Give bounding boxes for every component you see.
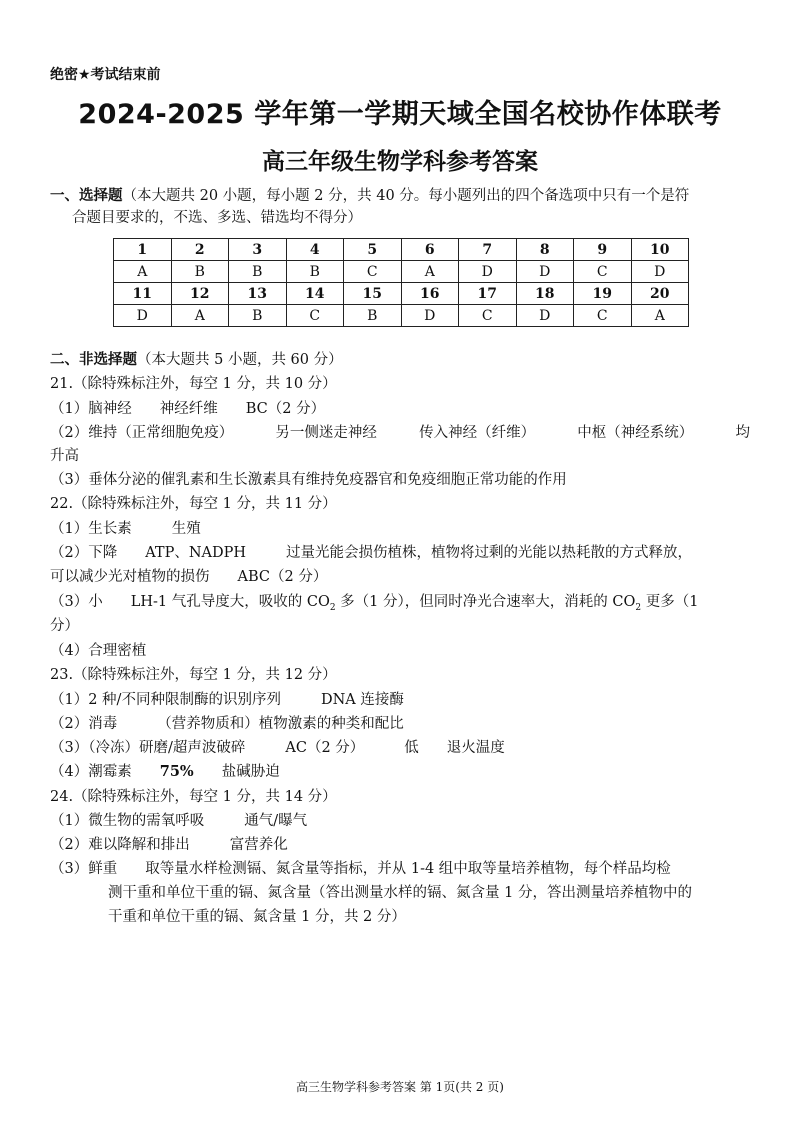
answer-cell: 3 <box>229 239 287 261</box>
q23-part1 <box>50 690 404 710</box>
section1-heading: 一、选择题 <box>50 188 123 204</box>
q21-p1-a: （1）脑神经 <box>50 401 132 417</box>
answer-cell: D <box>459 261 517 283</box>
q22-part3 <box>50 592 698 618</box>
q23-part3 <box>50 738 505 758</box>
q21-header: 21.（除特殊标注外，每空 1 分，共 10 分） <box>50 376 337 392</box>
q24-p3-a: （3）鲜重 <box>50 861 118 877</box>
q21-part1 <box>50 399 325 419</box>
answer-table <box>113 238 689 327</box>
q21-p1-c: BC（2 分） <box>245 401 326 417</box>
answer-key-subtitle: 高三年级生物学科参考答案 <box>262 149 538 175</box>
q22-part2-cont <box>50 567 327 587</box>
q21-part2-cont: 升高 <box>50 448 79 464</box>
q21-p2-e: 均 <box>735 425 750 441</box>
q22-p2-a: （2）下降 <box>50 545 118 561</box>
answer-cell: 10 <box>631 239 689 261</box>
answer-cell: C <box>344 261 402 283</box>
answer-cell: A <box>631 305 689 327</box>
q23-p3-b: AC（2 分） <box>285 740 365 756</box>
answer-cell: C <box>286 305 344 327</box>
q22-p2-cont-a: 可以减少光对植物的损伤 <box>50 569 210 585</box>
q24-p1-a: （1）微生物的需氧呼吸 <box>50 813 205 829</box>
q21-p1-b: 神经纤维 <box>159 401 218 417</box>
section1-desc: （本大题共 20 小题，每小题 2 分，共 40 分。每小题列出的四个备选项中只有一个是符 <box>122 188 690 204</box>
q23-p3-a: （3）（冷冻）研磨/超声波破碎 <box>50 740 246 756</box>
answer-cell: B <box>229 261 287 283</box>
answer-cell: 1 <box>114 239 172 261</box>
q23-p4-a: （4）潮霉素 <box>50 764 132 780</box>
q22-p3-b: LH-1 气孔导度大，吸收的 CO <box>130 594 330 610</box>
q21-p2-d: 中枢（神经系统） <box>577 425 694 441</box>
q23-p4-b: 75% <box>159 763 194 780</box>
answer-cell: 12 <box>171 283 229 305</box>
section1-intro <box>50 186 689 206</box>
answer-cell: 6 <box>401 239 459 261</box>
answer-cell: 2 <box>171 239 229 261</box>
q22-part3-cont: 分） <box>50 618 79 634</box>
answer-cell: 16 <box>401 283 459 305</box>
q24-header: 24.（除特殊标注外，每空 1 分，共 14 分） <box>50 789 337 805</box>
answer-cell: C <box>459 305 517 327</box>
section2-heading: 二、非选择题 <box>50 352 137 368</box>
q21-part3: （3）垂体分泌的催乳素和生长激素具有维持免疫器官和免疫细胞正常功能的作用 <box>50 472 567 488</box>
co2-subscript: 2 <box>635 602 642 613</box>
q23-part4 <box>50 762 280 782</box>
q22-part1 <box>50 519 201 539</box>
answer-cell: 19 <box>574 283 632 305</box>
q22-part2 <box>50 543 692 563</box>
q23-p2-a: （2）消毒 <box>50 716 118 732</box>
q24-part3-cont1: 测干重和单位干重的镉、氮含量（答出测量水样的镉、氮含量 1 分，答出测量培养植物中的 <box>108 885 692 901</box>
q24-part1 <box>50 811 307 831</box>
q22-p1-a: （1）生长素 <box>50 521 132 537</box>
q22-p2-c: 过量光能会损伤植株，植物将过剩的光能以热耗散的方式释放， <box>286 545 693 561</box>
answer-cell: D <box>114 305 172 327</box>
q24-p3-b: 取等量水样检测镉、氮含量等指标，并从 1-4 组中取等量培养植物，每个样品均检 <box>145 861 671 877</box>
answer-cell: C <box>574 305 632 327</box>
q21-part2 <box>50 423 750 443</box>
q22-p3-c: 多（1 分），但同时净光合速率大，消耗的 CO <box>335 594 636 610</box>
q24-p1-b: 通气/曝气 <box>244 813 308 829</box>
q22-p2-b: ATP、NADPH <box>145 545 247 561</box>
answer-cell: A <box>114 261 172 283</box>
q22-p2-cont-b: ABC（2 分） <box>237 569 328 585</box>
answer-cell: 18 <box>516 283 574 305</box>
q22-p1-b: 生殖 <box>171 521 201 537</box>
q23-header: 23.（除特殊标注外，每空 1 分，共 12 分） <box>50 667 337 683</box>
q24-p2-b: 富营养化 <box>229 837 288 853</box>
answer-cell: 7 <box>459 239 517 261</box>
q23-p1-b: DNA 连接酶 <box>320 692 404 708</box>
section1-desc-cont: 合题目要求的，不选、多选、错选均不得分） <box>72 210 362 226</box>
q24-part3-cont2: 干重和单位干重的镉、氮含量 1 分，共 2 分） <box>108 909 406 925</box>
q24-part3 <box>50 859 671 879</box>
section2-desc: （本大题共 5 小题，共 60 分） <box>137 352 343 368</box>
confidential-label: 绝密★考试结束前 <box>50 67 161 83</box>
q24-part2 <box>50 835 288 855</box>
q24-p2-a: （2）难以降解和排出 <box>50 837 190 853</box>
q21-p2-c: 传入神经（纤维） <box>419 425 536 441</box>
q22-p3-d: 更多（1 <box>641 594 699 610</box>
answer-cell: 4 <box>286 239 344 261</box>
q23-p4-c: 盐碱胁迫 <box>221 764 280 780</box>
answer-cell: 8 <box>516 239 574 261</box>
answer-cell: D <box>516 261 574 283</box>
q21-p2-a: （2）维持（正常细胞免疫） <box>50 425 234 441</box>
q23-p2-b: （营养物质和）植物激素的种类和配比 <box>157 716 404 732</box>
answer-cell: B <box>344 305 402 327</box>
exam-title: 2024-2025 学年第一学期天域全国名校协作体联考 <box>78 99 722 130</box>
q23-p3-d: 退火温度 <box>446 740 505 756</box>
page-footer: 高三生物学科参考答案 第 1页(共 2 页) <box>296 1080 504 1094</box>
q22-p3-a: （3）小 <box>50 594 103 610</box>
answer-cell: D <box>516 305 574 327</box>
answer-cell: C <box>574 261 632 283</box>
answer-cell: 20 <box>631 283 689 305</box>
answer-cell: D <box>401 305 459 327</box>
q23-p1-a: （1）2 种/不同种限制酶的识别序列 <box>50 692 281 708</box>
answer-cell: B <box>171 261 229 283</box>
answer-cell: A <box>171 305 229 327</box>
q22-part4: （4）合理密植 <box>50 643 147 659</box>
q23-part2 <box>50 714 404 734</box>
answer-cell: 11 <box>114 283 172 305</box>
answer-cell: D <box>631 261 689 283</box>
q22-header: 22.（除特殊标注外，每空 1 分，共 11 分） <box>50 496 337 512</box>
answer-cell: B <box>229 305 287 327</box>
answer-cell: 15 <box>344 283 402 305</box>
section2-intro <box>50 350 343 370</box>
answer-cell: 14 <box>286 283 344 305</box>
answer-cell: 9 <box>574 239 632 261</box>
answer-cell: 17 <box>459 283 517 305</box>
co2-subscript: 2 <box>329 602 336 613</box>
answer-cell: B <box>286 261 344 283</box>
answer-cell: 5 <box>344 239 402 261</box>
answer-cell: 13 <box>229 283 287 305</box>
q21-p2-b: 另一侧迷走神经 <box>275 425 377 441</box>
answer-cell: A <box>401 261 459 283</box>
q23-p3-c: 低 <box>404 740 419 756</box>
